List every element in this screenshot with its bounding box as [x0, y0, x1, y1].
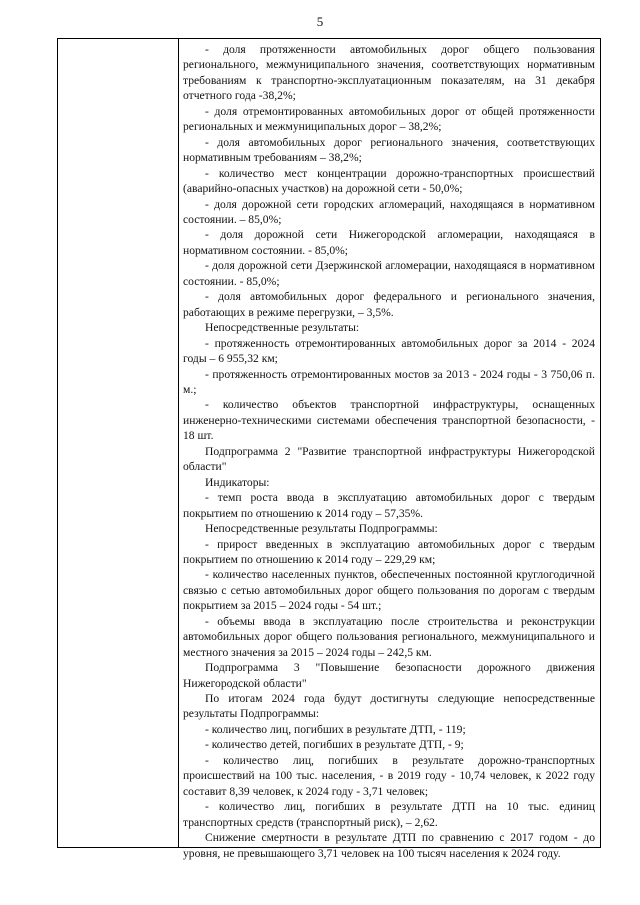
text-paragraph: - прирост введенных в эксплуатацию автомобильных дорог с твердым покрытием по отношению к 2014 году – 229,29 км; — [183, 537, 595, 566]
text-paragraph: - количество детей, погибших в результате ДТП, - 9; — [205, 738, 464, 752]
text-paragraph: - доля дорожной сети Дзержинской агломерации, находящаяся в нормативном состоянии. - 85,0%; — [183, 259, 595, 288]
text-paragraph: - доля автомобильных дорог регионального значения, соответствующих нормативным требованиям – 38,2%; — [183, 135, 595, 165]
text-paragraph: - количество мест концентрации дорожно-транспортных происшествий (аварийно-опасных участков) на дорожной сети - 50,0%; — [183, 166, 595, 196]
text-paragraph: - количество лиц, погибших в результате ДТП на 10 тыс. единиц транспортных средств (транспортный риск), – 2,62. — [183, 800, 595, 829]
text-paragraph: - темп роста ввода в эксплуатацию автомобильных дорог с твердым покрытием по отношению к 2014 году – 57,35%. — [183, 491, 595, 520]
text-paragraph: - протяженность отремонтированных автомобильных дорог за 2014 - 2024 годы – 6 955,32 км; — [183, 336, 595, 366]
content-table — [57, 38, 601, 860]
text-paragraph: Подпрограмма 2 "Развитие транспортной инфраструктуры Нижегородской области" — [183, 444, 595, 474]
text-paragraph: - количество лиц, погибших в результате ДТП, - 119; — [205, 722, 466, 736]
text-paragraph: По итогам 2024 года будут достигнуты следующие непосредственные результаты Подпрограммы: — [183, 692, 595, 721]
text-paragraph: - протяженность отремонтированных мостов за 2013 - 2024 годы - 3 750,06 п. м.; — [183, 367, 595, 396]
text-paragraph: - доля отремонтированных автомобильных дорог от общей протяженности региональных и межмуниципальных дорог – 38,2%; — [183, 104, 595, 134]
page-number: 5 — [316, 14, 324, 29]
text-paragraph: Подпрограмма 3 "Повышение безопасности дорожного движения Нижегородской области" — [183, 661, 595, 690]
text-paragraph: - количество лиц, погибших в результате дорожно-транспортных происшествий на 100 тыс. населения, - в 2019 году - 10,74 человек, к 2022 году составит 8,39 человек, к 2024 году - 3,71 человек; — [183, 753, 595, 798]
text-paragraph: - количество населенных пунктов, обеспеченных постоянной круглогодичной связью с сетью автомобильных дорог общего пользования по дорогам с твердым покрытием за 2015 – 2024 годы - 54 шт.; — [183, 568, 595, 613]
text-paragraph: Непосредственные результаты: — [205, 321, 360, 335]
table-right-cell — [179, 39, 600, 860]
text-paragraph: - доля дорожной сети городских агломераций, находящаяся в нормативном состоянии. – 85,0%; — [183, 197, 595, 226]
text-paragraph: Снижение смертности в результате ДТП по сравнению с 2017 годом - до уровня, не превышающего 3,71 человек на 100 тысяч населения к 2024 году. — [183, 831, 595, 860]
text-paragraph: - доля протяженности автомобильных дорог общего пользования регионального, межмуниципального значения, соответствующих нормативным требованиям к транспортно-эксплуатационным показателям, на 31 декабря отчетного года -38,2%; — [183, 43, 595, 103]
text-paragraph: - доля дорожной сети Нижегородской агломерации, находящаяся в нормативном состоянии. - 85,0%; — [183, 228, 595, 257]
text-paragraph: - доля автомобильных дорог федерального и регионального значения, работающих в режиме перегрузки, – 3,5%. — [183, 290, 595, 319]
text-paragraph: Индикаторы: — [205, 475, 270, 489]
text-paragraph: - объемы ввода в эксплуатацию после строительства и реконструкции автомобильных дорог общего пользования регионального, межмуниципального и местного значения за 2015 – 2024 годы – 242,5 км. — [183, 614, 595, 659]
text-paragraph: Непосредственные результаты Подпрограммы: — [205, 522, 438, 536]
text-paragraph: - количество объектов транспортной инфраструктуры, оснащенных инженерно-техническими системами обеспечения транспортной безопасности, - 18 шт. — [183, 398, 595, 443]
table-left-cell — [58, 39, 179, 847]
